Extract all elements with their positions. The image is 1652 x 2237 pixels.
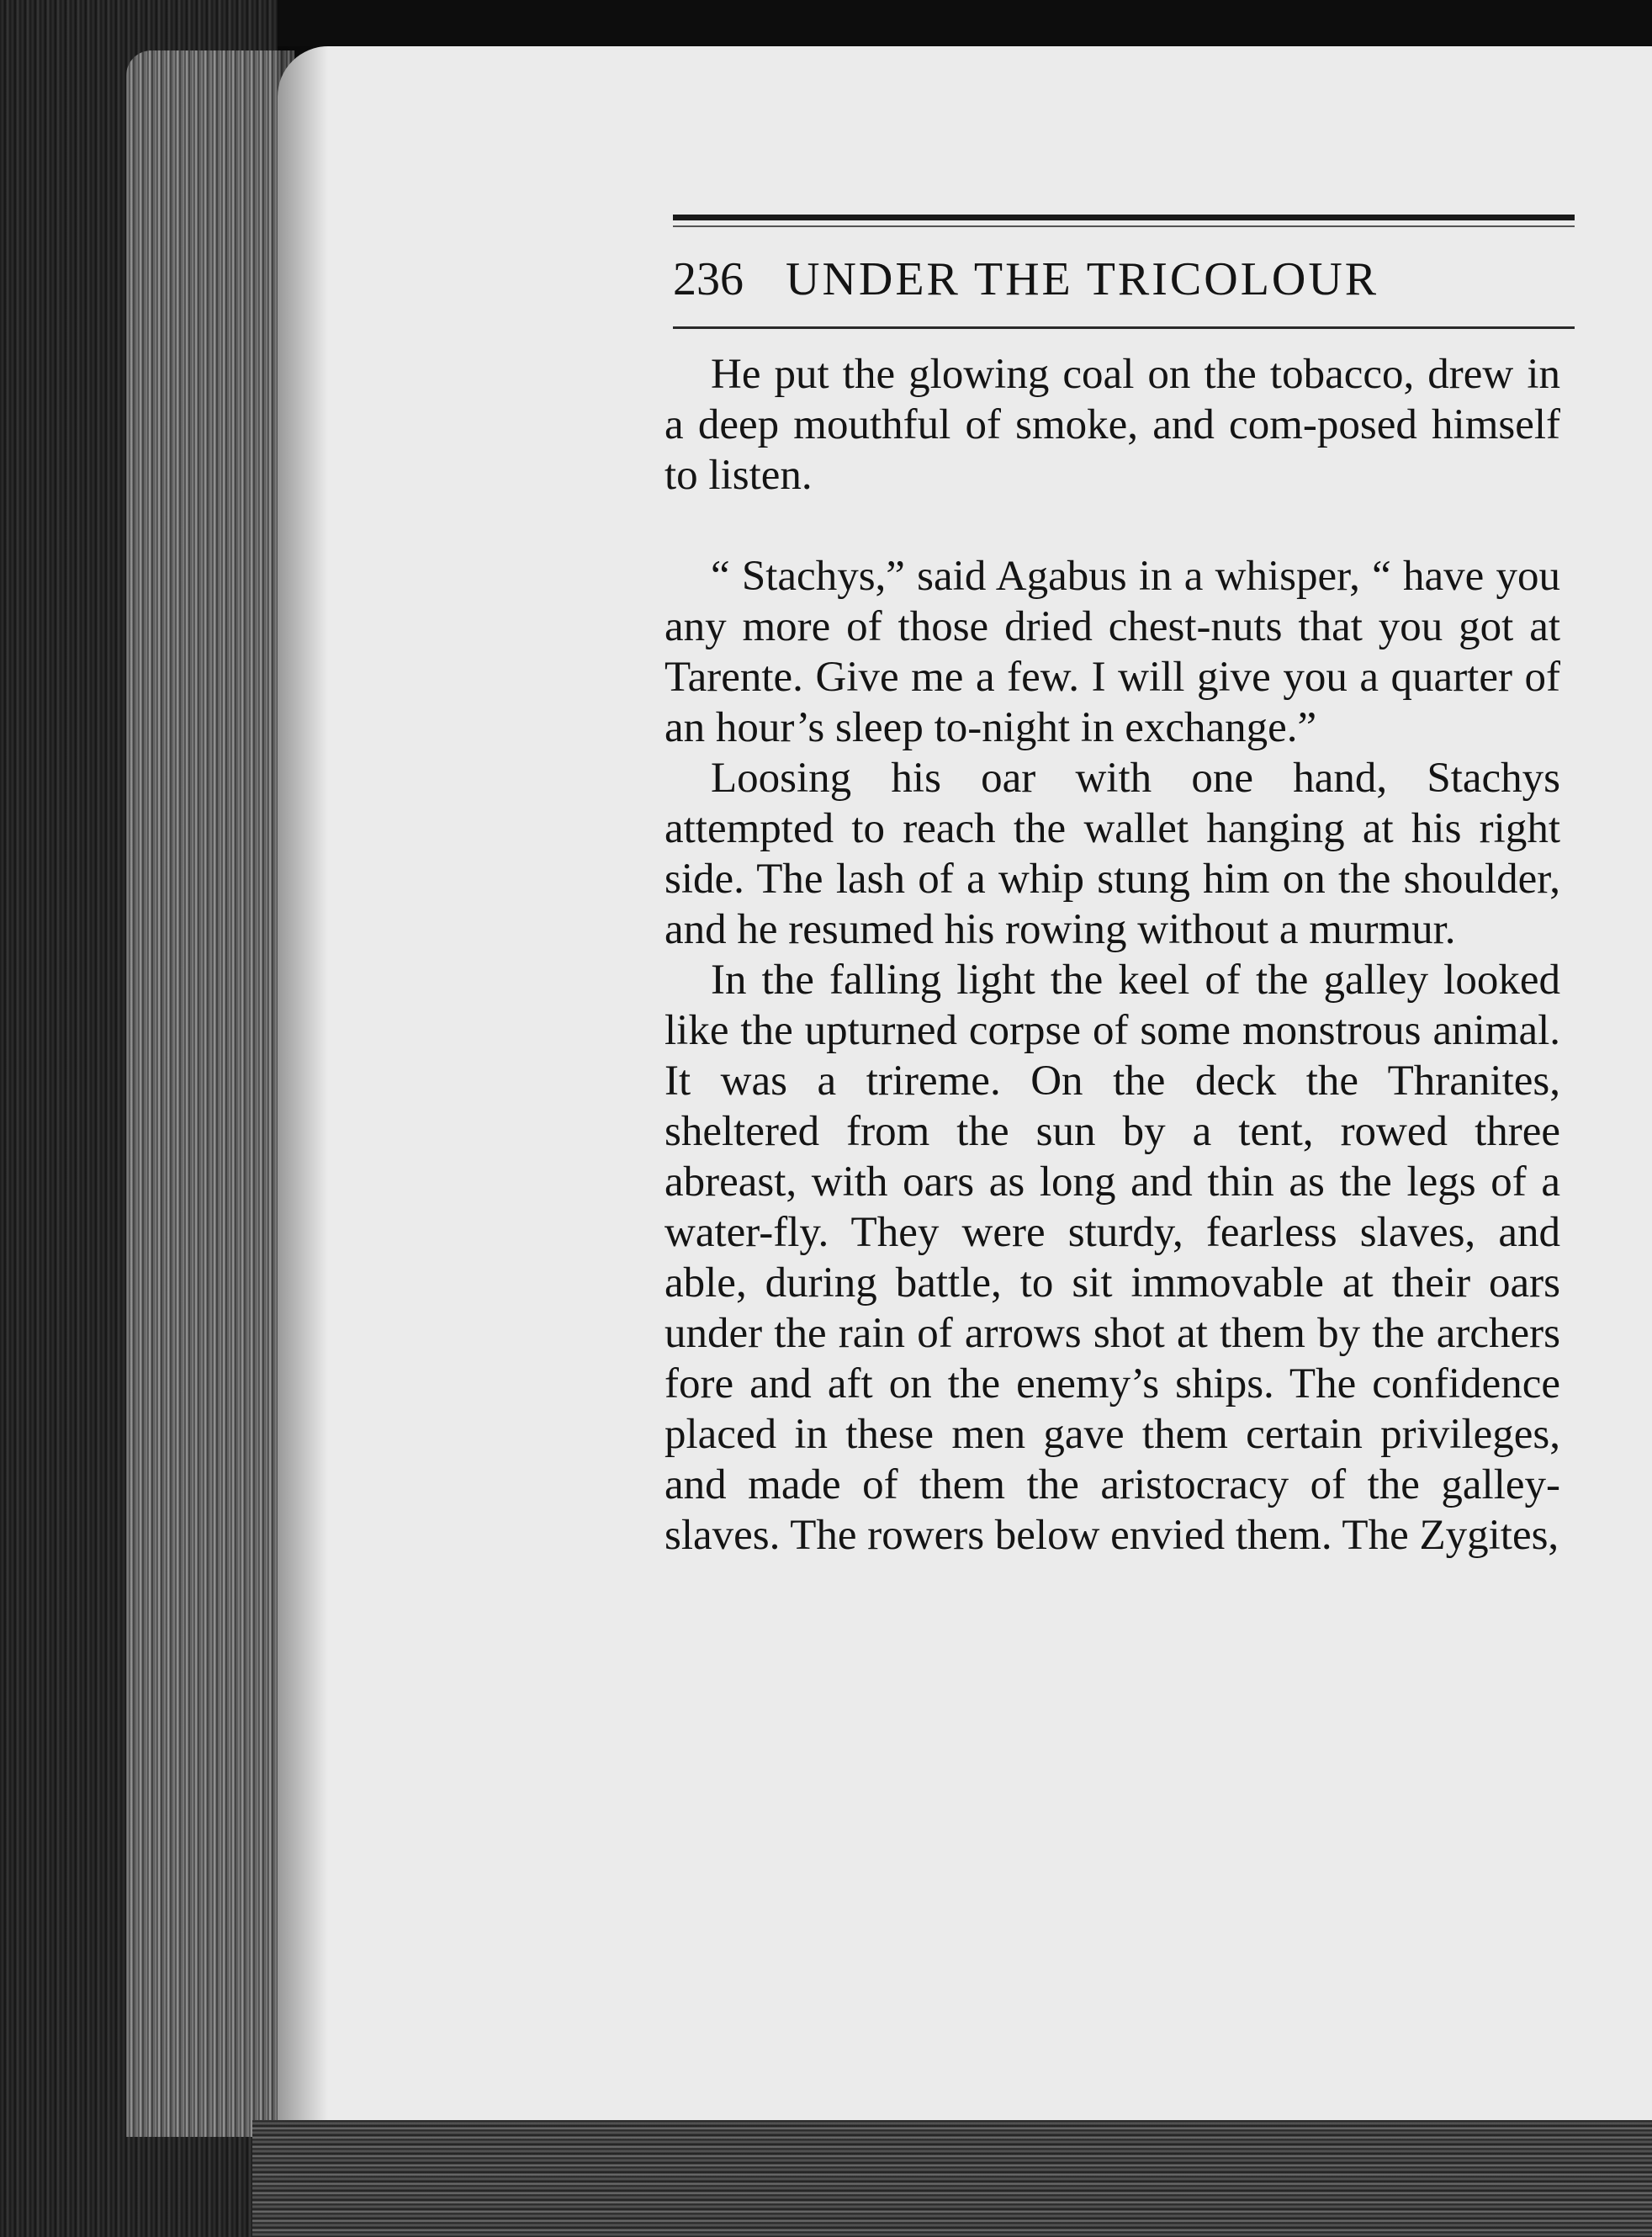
header-rule-under — [673, 326, 1575, 329]
body-text — [665, 349, 1560, 1561]
header-rule-thin — [673, 225, 1575, 227]
paragraph-3: Loosing his oar with one hand, Stachys attempted to reach the wallet hanging at his right side. The lash of a whip stung him on the shoulder, and he resumed his rowing without a murmur. — [665, 755, 1560, 953]
page-number: 236 — [673, 253, 744, 305]
paragraph-2: “ Stachys,” said Agabus in a whisper, “ have you any more of those dried chest-nuts that you got at Tarente. Give me a few. I will give you a quarter of an hour’s sleep to-night in exchange.” — [665, 553, 1560, 751]
running-title: UNDER THE TRICOLOUR — [786, 253, 1379, 305]
bottom-page-edges — [252, 2120, 1652, 2237]
page-edges — [126, 50, 294, 2137]
paragraph-1: He put the glowing coal on the tobacco, drew in a deep mouthful of smoke, and com-posed himself to listen. — [665, 351, 1560, 499]
gutter-shadow — [278, 46, 328, 2150]
header-rule-thick — [673, 215, 1575, 220]
paragraph-4: In the falling light the keel of the galley looked like the upturned corpse of some monstrous animal. It was a trireme. On the deck the Thranites, sheltered from the sun by a tent, rowed three abreast, with oars as long and thin as the legs of a water-fly. They were sturdy, fearless slaves, and able, during battle, to sit immovable at their oars under the rain of arrows shot at them by the archers fore and aft on the enemy’s ships. The confidence placed in these men gave them certain privileges, and made of them the aristocracy of the galley-slaves. The rowers below envied them. The Zygites, — [665, 957, 1560, 1559]
running-head — [673, 246, 1575, 313]
